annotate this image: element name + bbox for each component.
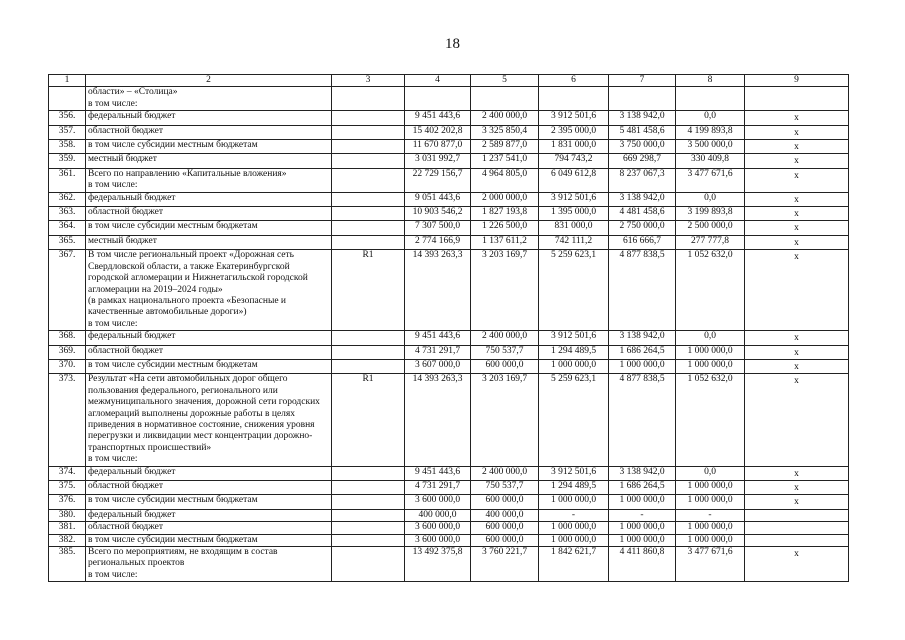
value-total: 9 051 443,6 [405,192,471,206]
code-cell [332,140,405,154]
value-total: 4 731 291,7 [405,345,471,359]
value-year-1: 3 203 169,7 [471,250,539,331]
code-cell [332,481,405,495]
value-total: 11 670 877,0 [405,140,471,154]
value-total: 4 731 291,7 [405,481,471,495]
value-year-2: 1 000 000,0 [539,495,609,509]
item-name: федеральный бюджет [86,509,332,521]
value-year-3: 1 686 264,5 [609,345,676,359]
item-name: областной бюджет [86,481,332,495]
item-name: в том числе субсидии местным бюджетам [86,140,332,154]
value-year-3: 2 750 000,0 [609,221,676,235]
mark-cell: x [745,495,849,509]
value-year-4: 0,0 [676,111,745,125]
value-year-2: 1 842 621,7 [539,547,609,582]
table-row [49,111,849,125]
code-cell [332,111,405,125]
table-row [49,374,849,466]
mark-cell [745,522,849,534]
mark-cell: x [745,125,849,139]
value-total: 22 729 156,7 [405,168,471,192]
budget-table [48,74,849,582]
value-year-4: 330 409,8 [676,154,745,168]
mark-cell [745,509,849,521]
row-number: 375. [49,481,86,495]
value-year-2: 831 000,0 [539,221,609,235]
value-year-4: 3 199 893,8 [676,207,745,221]
table-row [49,359,849,373]
table-row [49,168,849,192]
table-row [49,125,849,139]
value-year-3: 8 237 067,3 [609,168,676,192]
code-cell [332,547,405,582]
value-year-2: 3 912 501,6 [539,111,609,125]
row-number: 370. [49,359,86,373]
item-name: в том числе субсидии местным бюджетам [86,534,332,546]
mark-cell: x [745,235,849,249]
header-cell: 4 [405,75,471,87]
value-year-4: 0,0 [676,331,745,345]
item-name: областной бюджет [86,125,332,139]
value-total: 2 774 166,9 [405,235,471,249]
item-name: Всего по мероприятиям, не входящим в состав региональных проектов в том числе: [86,547,332,582]
row-number: 368. [49,331,86,345]
item-name: федеральный бюджет [86,192,332,206]
code-cell [332,345,405,359]
value-year-2: 1 294 489,5 [539,345,609,359]
code-cell [332,534,405,546]
item-name: Всего по направлению «Капитальные вложения» в том числе: [86,168,332,192]
item-name: в том числе субсидии местным бюджетам [86,495,332,509]
value-year-1: 1 237 541,0 [471,154,539,168]
value-year-2 [539,87,609,111]
value-year-2: 3 912 501,6 [539,331,609,345]
mark-cell: x [745,154,849,168]
mark-cell: x [745,221,849,235]
value-total: 15 402 202,8 [405,125,471,139]
value-year-2: 3 912 501,6 [539,192,609,206]
value-total: 14 393 263,3 [405,374,471,466]
mark-cell: x [745,331,849,345]
value-year-4: 1 000 000,0 [676,481,745,495]
value-year-4: 0,0 [676,192,745,206]
page-number: 18 [445,36,460,52]
mark-cell: x [745,192,849,206]
header-cell: 7 [609,75,676,87]
value-year-1: 1 137 611,2 [471,235,539,249]
value-year-4: 2 500 000,0 [676,221,745,235]
value-year-4 [676,87,745,111]
value-year-1: 750 537,7 [471,481,539,495]
value-year-2: 1 000 000,0 [539,359,609,373]
value-year-4: 1 000 000,0 [676,522,745,534]
value-year-1: 1 226 500,0 [471,221,539,235]
code-cell [332,192,405,206]
code-cell [332,509,405,521]
item-name: федеральный бюджет [86,111,332,125]
item-name: областной бюджет [86,207,332,221]
table-row [49,522,849,534]
code-cell [332,466,405,480]
value-year-4: 277 777,8 [676,235,745,249]
value-year-3 [609,87,676,111]
item-name: федеральный бюджет [86,466,332,480]
value-year-4: 3 477 671,6 [676,547,745,582]
value-year-1: 600 000,0 [471,534,539,546]
table-row [49,207,849,221]
code-cell [332,331,405,345]
table-row [49,495,849,509]
value-year-2: 5 259 623,1 [539,250,609,331]
table-row [49,547,849,582]
code-cell [332,168,405,192]
table-row [49,534,849,546]
row-number: 357. [49,125,86,139]
table-row [49,221,849,235]
mark-cell: x [745,359,849,373]
row-number: 373. [49,374,86,466]
value-year-2: 6 049 612,8 [539,168,609,192]
value-year-3: 4 481 458,6 [609,207,676,221]
row-number: 376. [49,495,86,509]
value-year-2: 794 743,2 [539,154,609,168]
value-year-2: - [539,509,609,521]
value-total [405,87,471,111]
mark-cell: x [745,207,849,221]
value-year-1: 2 400 000,0 [471,331,539,345]
row-number: 359. [49,154,86,168]
header-cell: 2 [86,75,332,87]
item-name: областной бюджет [86,345,332,359]
value-total: 9 451 443,6 [405,331,471,345]
table-row [49,481,849,495]
value-year-4: 1 000 000,0 [676,345,745,359]
header-cell: 8 [676,75,745,87]
code-cell [332,522,405,534]
value-year-3: 1 000 000,0 [609,495,676,509]
mark-cell: x [745,111,849,125]
value-total: 3 600 000,0 [405,495,471,509]
table-row [49,466,849,480]
value-year-3: 4 877 838,5 [609,250,676,331]
value-year-2: 1 000 000,0 [539,522,609,534]
value-year-1: 2 400 000,0 [471,466,539,480]
table-row [49,331,849,345]
value-year-3: 3 138 942,0 [609,331,676,345]
value-year-1: 750 537,7 [471,345,539,359]
code-cell [332,154,405,168]
row-number: 374. [49,466,86,480]
value-total: 7 307 500,0 [405,221,471,235]
mark-cell [745,87,849,111]
value-year-3: 3 138 942,0 [609,466,676,480]
mark-cell: x [745,466,849,480]
value-year-1: 3 760 221,7 [471,547,539,582]
value-year-3: 1 686 264,5 [609,481,676,495]
value-year-3: 4 411 860,8 [609,547,676,582]
value-year-1: 600 000,0 [471,495,539,509]
table-row [49,87,849,111]
value-year-1: 3 325 850,4 [471,125,539,139]
value-year-3: 616 666,7 [609,235,676,249]
mark-cell: x [745,250,849,331]
item-name: областной бюджет [86,522,332,534]
value-year-1 [471,87,539,111]
value-year-2: 5 259 623,1 [539,374,609,466]
value-year-3: 1 000 000,0 [609,522,676,534]
value-year-3: 1 000 000,0 [609,359,676,373]
value-total: 14 393 263,3 [405,250,471,331]
value-year-2: 742 111,2 [539,235,609,249]
value-year-3: 1 000 000,0 [609,534,676,546]
item-name: области» – «Столица» в том числе: [86,87,332,111]
code-cell [332,359,405,373]
row-number: 369. [49,345,86,359]
value-year-1: 4 964 805,0 [471,168,539,192]
row-number [49,87,86,111]
value-total: 13 492 375,8 [405,547,471,582]
value-year-4: 1 000 000,0 [676,359,745,373]
row-number: 361. [49,168,86,192]
table-row [49,250,849,331]
mark-cell: x [745,374,849,466]
value-total: 400 000,0 [405,509,471,521]
value-year-4: - [676,509,745,521]
code-cell [332,235,405,249]
header-cell: 6 [539,75,609,87]
code-cell [332,125,405,139]
value-year-4: 1 000 000,0 [676,534,745,546]
table-row [49,140,849,154]
value-year-2: 1 000 000,0 [539,534,609,546]
header-cell: 5 [471,75,539,87]
value-year-3: 3 750 000,0 [609,140,676,154]
value-year-4: 1 052 632,0 [676,250,745,331]
header-cell: 1 [49,75,86,87]
value-year-1: 3 203 169,7 [471,374,539,466]
value-year-1: 400 000,0 [471,509,539,521]
value-total: 3 031 992,7 [405,154,471,168]
value-year-2: 1 294 489,5 [539,481,609,495]
value-year-4: 1 000 000,0 [676,495,745,509]
value-year-4: 0,0 [676,466,745,480]
row-number: 367. [49,250,86,331]
item-name: в том числе субсидии местным бюджетам [86,359,332,373]
row-number: 365. [49,235,86,249]
value-year-1: 2 400 000,0 [471,111,539,125]
value-year-3: 3 138 942,0 [609,192,676,206]
item-name: Результат «На сети автомобильных дорог общего пользования федерального, регионального или межмуниципального значения, дорожной сети городских агломераций выполнены дорожные работы в целях приведения в нормативное состояние, снижения уровня перегрузки и ликвидации мест концентрации дорожно-транспортных происшествий» в том числе: [86,374,332,466]
value-total: 3 600 000,0 [405,534,471,546]
mark-cell: x [745,168,849,192]
value-year-3: 669 298,7 [609,154,676,168]
value-year-4: 1 052 632,0 [676,374,745,466]
row-number: 356. [49,111,86,125]
value-year-4: 4 199 893,8 [676,125,745,139]
row-number: 358. [49,140,86,154]
code-cell [332,495,405,509]
value-total: 9 451 443,6 [405,466,471,480]
row-number: 362. [49,192,86,206]
value-year-1: 600 000,0 [471,359,539,373]
value-year-3: - [609,509,676,521]
row-number: 364. [49,221,86,235]
value-year-1: 600 000,0 [471,522,539,534]
mark-cell [745,534,849,546]
value-total: 10 903 546,2 [405,207,471,221]
table-row [49,345,849,359]
mark-cell: x [745,140,849,154]
value-year-2: 2 395 000,0 [539,125,609,139]
item-name: федеральный бюджет [86,331,332,345]
mark-cell: x [745,345,849,359]
item-name: в том числе субсидии местным бюджетам [86,221,332,235]
code-cell [332,207,405,221]
value-total: 9 451 443,6 [405,111,471,125]
value-year-2: 1 395 000,0 [539,207,609,221]
header-cell: 9 [745,75,849,87]
mark-cell: x [745,481,849,495]
table-row [49,154,849,168]
item-name: В том числе региональный проект «Дорожная сеть Свердловской области, а также Екатеринбургской городской агломерации и Нижнетагильской городской агломерации на 2019–2024 годы» (в рамках национального проекта «Безопасные и качественные автомобильные дороги») в том числе: [86,250,332,331]
value-year-1: 1 827 193,8 [471,207,539,221]
row-number: 382. [49,534,86,546]
value-total: 3 600 000,0 [405,522,471,534]
row-number: 385. [49,547,86,582]
item-name: местный бюджет [86,154,332,168]
value-year-1: 2 000 000,0 [471,192,539,206]
code-cell [332,87,405,111]
mark-cell: x [745,547,849,582]
value-year-3: 3 138 942,0 [609,111,676,125]
header-cell: 3 [332,75,405,87]
item-name: местный бюджет [86,235,332,249]
value-year-4: 3 500 000,0 [676,140,745,154]
header-row [49,75,849,87]
table-row [49,235,849,249]
code-cell [332,221,405,235]
value-total: 3 607 000,0 [405,359,471,373]
table-row [49,509,849,521]
value-year-1: 2 589 877,0 [471,140,539,154]
row-number: 381. [49,522,86,534]
value-year-2: 1 831 000,0 [539,140,609,154]
code-cell: R1 [332,250,405,331]
code-cell: R1 [332,374,405,466]
row-number: 380. [49,509,86,521]
value-year-4: 3 477 671,6 [676,168,745,192]
value-year-2: 3 912 501,6 [539,466,609,480]
value-year-3: 4 877 838,5 [609,374,676,466]
value-year-3: 5 481 458,6 [609,125,676,139]
row-number: 363. [49,207,86,221]
table-row [49,192,849,206]
